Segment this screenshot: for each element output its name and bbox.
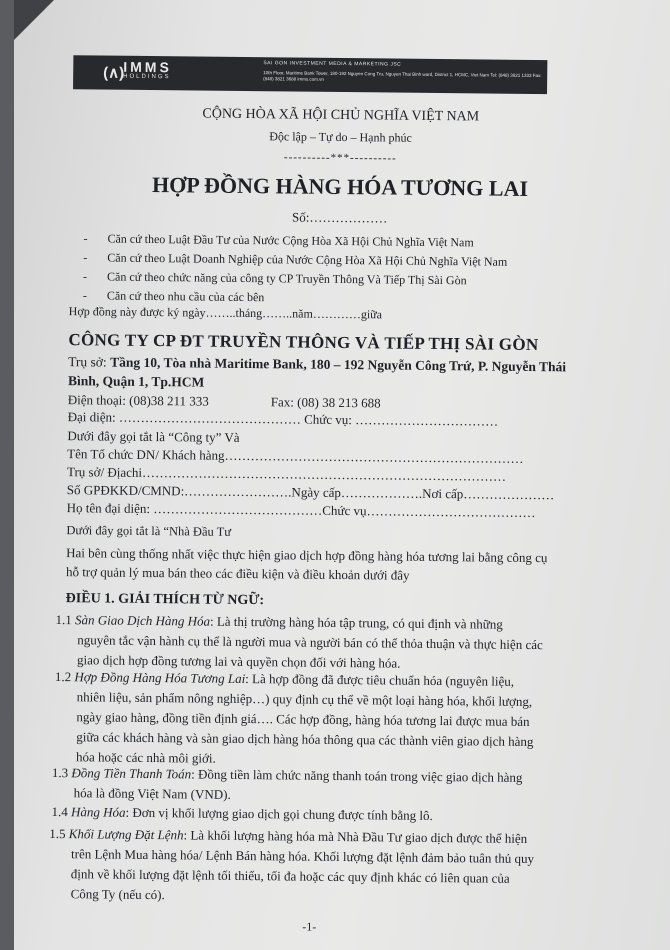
investor-representative: Họ tên đại diện: …………………………………Chức vụ………………………………… bbox=[66, 500, 536, 521]
definition-1-3: 1.3 Đồng Tiền Thanh Toán: Đồng tiền làm chức năng thanh toán trong việc giao dịch hàng hóa là đồng Việt Nam (VND). bbox=[51, 765, 523, 802]
definition-1-1: 1.1 Sàn Giao Dịch Hàng Hóa: Là thị trường hàng hóa tập trung, có qui định và những nguyên tắc vận hành cụ thể là người mua và người bán có thể thỏa thuận và thực hiện các giao dịch hợp đồng tương lai và quyền chọn đối với hàng hóa. bbox=[55, 612, 543, 671]
letterhead-banner bbox=[73, 55, 547, 94]
company-representative: Đại diện: …………………………………… Chức vụ: …………………………… bbox=[67, 409, 499, 429]
legal-basis-item: - Căn cứ theo chức năng của công ty CP Truyền Thông Và Tiếp Thị Sài Gòn bbox=[83, 269, 467, 288]
company-address-line-1: Trụ sở: Tầng 10, Tòa nhà Maritime Bank, 180 – 192 Nguyễn Công Trứ, P. Nguyễn Thái bbox=[68, 354, 567, 375]
signing-date-line: Hợp đồng này được ký ngày……..tháng……..năm…………giữa bbox=[68, 304, 383, 322]
definition-1-4: 1.4 Hàng Hóa: Đơn vị khối lượng giao dịch gọi chung được tính bằng lô. bbox=[51, 804, 433, 823]
definition-1-2: 1.2 Hợp Đồng Hàng Hóa Tương Lai: Là hợp đồng đã được tiêu chuẩn hóa (nguyên liệu, nhiên liệu, sản phẩm nông nghiệp…) quy định cụ thể về một loại hàng hóa, khối lượng, ngày giao hàng, đồng tiền định giá…. Các hợp đồng, hàng hóa tương lai được mua bán giữa các khách hàng và sàn giao dịch hàng hóa thông qua các thành viên giao dịch hàng hóa hoặc các nhà môi giới. bbox=[54, 669, 534, 766]
investor-address: Trụ sở/ Địachi………………………………………………………………………… bbox=[66, 464, 507, 484]
legal-basis-item: - Căn cứ theo nhu cầu của các bên bbox=[82, 288, 265, 305]
page-number: -1- bbox=[302, 919, 317, 934]
company-phone-fax: Điện thoại: (08)38 211 333 Fax: (08) 38 213 688 bbox=[67, 392, 381, 411]
article-1-title: ĐIỀU 1. GIẢI THÍCH TỪ NGỮ: bbox=[65, 591, 265, 609]
letterhead-address: 10th Floor, Maritime Bank Tower, 180-192 Nguyen Cong Tru, Nguyen Thai Binh ward, District 1, HCMC, Viet Nam Tel: (848) 3821 1333 Fax: (848) 3821 3688 imms.com.vn bbox=[263, 70, 542, 82]
investor-license: Số GPĐKKD/CMND:…………………….Ngày cấp……………….Nơi cấp………………… bbox=[66, 482, 555, 503]
investor-organization: Tên Tổ chức DN/ Khách hàng…………………………………………………………… bbox=[67, 446, 524, 466]
company-address-line-2: Bình, Quận 1, Tp.HCM bbox=[67, 373, 205, 390]
contract-title: HỢP ĐỒNG HÀNG HÓA TƯƠNG LAI bbox=[151, 172, 529, 201]
investor-alias: Dưới đây gọi tắt là “Nhà Đầu Tư bbox=[66, 523, 232, 539]
logo-text: IMMS bbox=[123, 58, 172, 76]
intro-line-1: Hai bên cùng thống nhất việc thực hiện giao dịch hợp đồng hàng hóa tương lai bằng công cụ bbox=[66, 545, 548, 566]
page-corner-fold bbox=[14, 0, 54, 40]
definition-1-5: 1.5 Khối Lượng Đặt Lệnh: Là khối lượng hàng hóa mà Nhà Đầu Tư giao dịch được thể hiện trên Lệnh Mua hàng hóa/ Lệnh Bán hàng hóa. Khối lượng đặt lệnh đảm bảo tuân thủ quy định về khối lượng đặt lệnh tối thiểu, tối đa hoặc các quy định khác có liên quan của Công Ty (nếu có). bbox=[49, 825, 535, 903]
legal-bases-list bbox=[83, 229, 508, 309]
legal-basis-item: - Căn cứ theo Luật Đầu Tư của Nước Cộng Hòa Xã Hội Chủ Nghĩa Việt Nam bbox=[83, 231, 474, 250]
logo-subtext: HOLDINGS bbox=[123, 73, 171, 81]
document-page bbox=[14, 0, 670, 950]
legal-basis-item: - Căn cứ theo Luật Doanh Nghiệp của Nước Cộng Hòa Xã Hội Chủ Nghĩa Việt Nam bbox=[83, 250, 508, 269]
intro-line-2: hỗ trợ quản lý mua bán theo các điều kiện và điều khoản dưới đây bbox=[65, 564, 410, 583]
letterhead-company: SAI GON INVESTMENT MEDIA & MARKETING JSC bbox=[263, 60, 402, 68]
company-alias: Dưới đây gọi tắt là “Công ty” Và bbox=[67, 428, 240, 445]
motto: Độc lập – Tự do – Hạnh phúc bbox=[269, 129, 412, 145]
heading-separator: ----------***---------- bbox=[283, 151, 397, 165]
contract-number: Số:……………… bbox=[291, 209, 388, 226]
republic-heading: CỘNG HÒA XÃ HỘI CHỦ NGHĨA VIỆT NAM bbox=[202, 106, 480, 125]
document-content bbox=[14, 0, 670, 950]
company-name: CÔNG TY CP ĐT TRUYỀN THÔNG VÀ TIẾP THỊ SÀI GÒN bbox=[68, 330, 539, 355]
company-logo-icon: (∧) bbox=[103, 64, 125, 82]
